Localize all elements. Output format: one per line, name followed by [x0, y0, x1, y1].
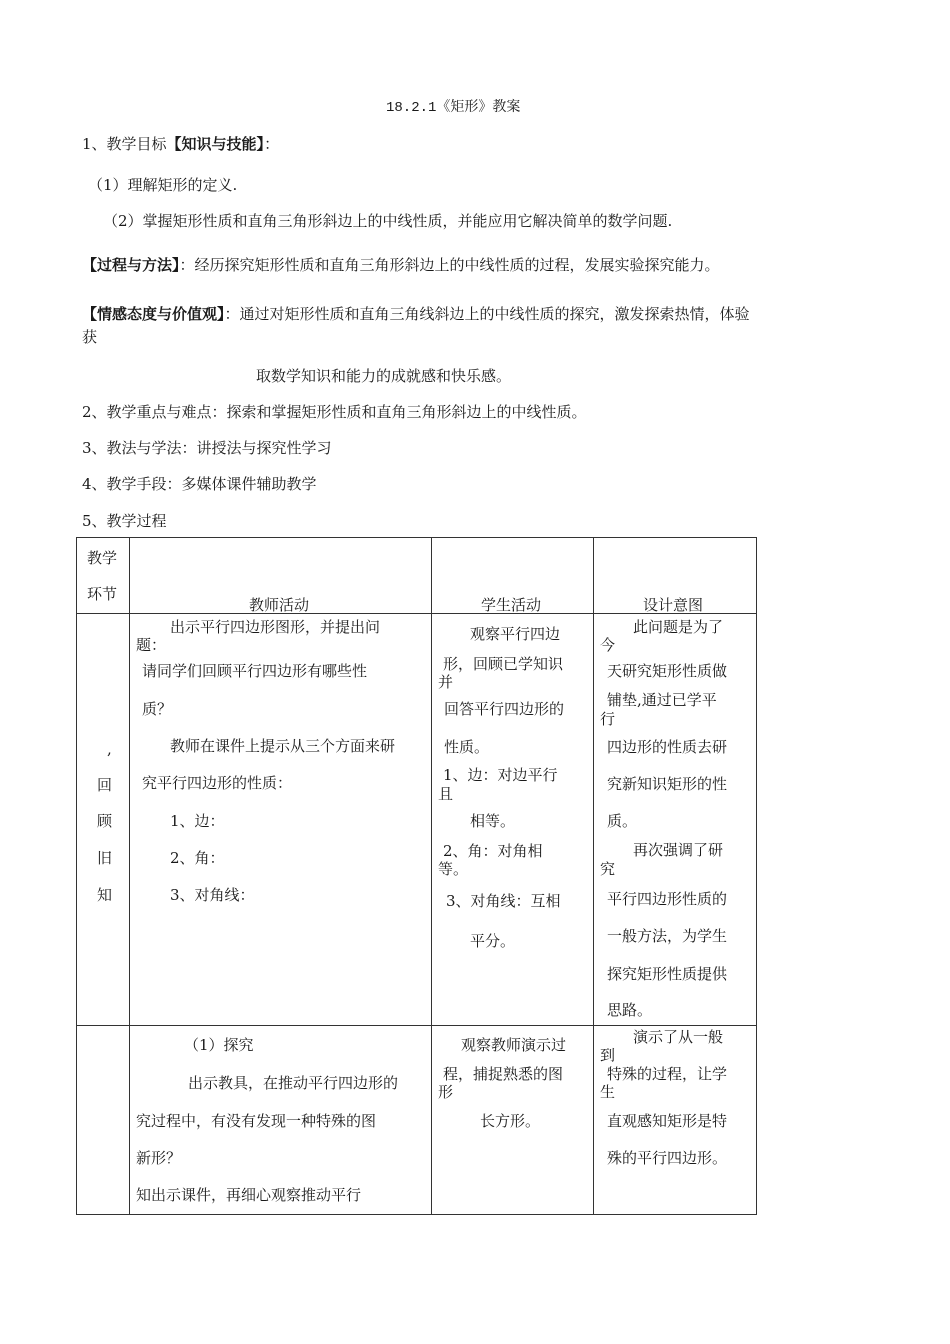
- emotion-values-label: 【情感态度与价值观】: [82, 305, 225, 323]
- row2-student-line: 形: [438, 1083, 454, 1101]
- objective-item-2: （2）掌握矩形性质和直角三角形斜边上的中线性质，并能应用它解决简单的数学问题.: [103, 212, 673, 230]
- row1-design-line: 究: [600, 860, 616, 878]
- row1-design-line: 今: [600, 636, 616, 654]
- row1-design-line: 铺垫,通过已学平: [607, 691, 717, 709]
- knowledge-skill-label: 【知识与技能】: [166, 135, 265, 153]
- section-methods: 3、教法与学法：讲授法与探究性学习: [82, 439, 332, 457]
- row1-design-line: 行: [600, 710, 616, 728]
- objectives-heading-suffix: ：: [264, 135, 280, 153]
- row1-stage-char: 回: [97, 776, 113, 794]
- row1-student-line: 性质。: [444, 738, 490, 756]
- table-border-row1: [76, 1025, 757, 1026]
- row2-student-line: 观察教师演示过: [461, 1036, 567, 1054]
- header-student: 学生活动: [481, 596, 542, 614]
- row1-stage-char: ,: [107, 740, 112, 758]
- table-divider-2: [431, 537, 432, 1215]
- row1-design-line: 再次强调了研: [633, 841, 724, 859]
- row1-design-line: 究新知识矩形的性: [607, 775, 728, 793]
- row1-student-line: 观察平行四边: [470, 625, 561, 643]
- table-border-right: [756, 537, 757, 1215]
- emotion-values: [82, 304, 750, 324]
- row1-teacher-line: 质？: [142, 700, 173, 718]
- row2-design-line: 生: [600, 1083, 616, 1101]
- row2-teacher-line: 新形？: [136, 1149, 182, 1167]
- table-divider-1: [129, 537, 130, 1215]
- emotion-values-cont: 取数学知识和能力的成就感和快乐感。: [256, 367, 512, 385]
- row2-teacher-line: 究过程中，有没有发现一种特殊的图: [136, 1112, 377, 1130]
- objectives-heading-prefix: 1、教学目标: [82, 135, 167, 153]
- process-method-label: 【过程与方法】: [82, 256, 180, 274]
- row1-design-line: 天研究矩形性质做: [607, 662, 728, 680]
- row1-stage-char: 顾: [97, 812, 113, 830]
- header-teacher: 教师活动: [249, 596, 310, 614]
- row1-design-line: 探究矩形性质提供: [607, 965, 728, 983]
- section-means: 4、教学手段：多媒体课件辅助教学: [82, 475, 317, 493]
- row1-teacher-line: 请同学们回顾平行四边形有哪些性: [142, 662, 368, 680]
- table-divider-3: [593, 537, 594, 1215]
- row2-teacher-line: （1）探究: [184, 1036, 254, 1054]
- row2-design-line: 特殊的过程，让学: [607, 1065, 728, 1083]
- row1-design-line: 四边形的性质去研: [607, 738, 728, 756]
- row2-teacher-line: 出示教具，在推动平行四边形的: [188, 1074, 399, 1092]
- row2-student-line: 长方形。: [480, 1112, 541, 1130]
- row1-teacher-line: 1、边：: [170, 812, 225, 830]
- objectives-heading: [82, 134, 279, 154]
- row1-design-line: 思路。: [607, 1001, 653, 1019]
- header-stage-1: 教学: [87, 549, 118, 567]
- table-border-top: [76, 537, 757, 538]
- table-border-bottom: [76, 1214, 757, 1215]
- row1-student-line: 1、边：对边平行: [443, 766, 558, 784]
- row2-design-line: 直观感知矩形是特: [607, 1112, 728, 1130]
- row1-design-line: 一般方法，为学生: [607, 927, 728, 945]
- row1-student-line: 2、角：对角相: [443, 842, 543, 860]
- row1-design-line: 平行四边形性质的: [607, 890, 728, 908]
- row1-student-line: 等。: [438, 860, 469, 878]
- row1-teacher-line: 3、对角线：: [170, 886, 255, 904]
- row1-student-line: 回答平行四边形的: [444, 700, 565, 718]
- row1-teacher-line: 出示平行四边形图形，并提出问: [170, 618, 381, 636]
- emotion-values-text: ：通过对矩形性质和直角三角线斜边上的中线性质的探究，激发探索热情，体验: [224, 305, 750, 323]
- row1-stage-char: 知: [97, 886, 113, 904]
- objective-item-1: （1）理解矩形的定义.: [88, 176, 238, 194]
- process-method-text: ：经历探究矩形性质和直角三角形斜边上的中线性质的过程，发展实验探究能力。: [179, 256, 720, 274]
- row2-student-line: 程，捕捉熟悉的图: [443, 1065, 564, 1083]
- row1-student-line: 相等。: [470, 812, 516, 830]
- table-border-left: [76, 537, 77, 1215]
- page-title: 18.2.1《矩形》教案: [386, 100, 521, 116]
- row1-teacher-line: 题：: [136, 636, 167, 654]
- process-method: [82, 255, 720, 275]
- section-process: 5、教学过程: [82, 512, 167, 530]
- row2-design-line: 演示了从一般: [633, 1028, 724, 1046]
- row1-teacher-line: 教师在课件上提示从三个方面来研: [170, 737, 396, 755]
- row1-teacher-line: 2、角：: [170, 849, 225, 867]
- emotion-values-wrap: 获: [82, 328, 98, 346]
- row2-design-line: 殊的平行四边形。: [607, 1149, 728, 1167]
- row1-design-line: 质。: [607, 812, 638, 830]
- section-key-points: 2、教学重点与难点：探索和掌握矩形性质和直角三角形斜边上的中线性质。: [82, 403, 587, 421]
- row1-design-line: 此问题是为了: [633, 618, 724, 636]
- row1-teacher-line: 究平行四边形的性质：: [142, 774, 293, 792]
- row1-student-line: 形，回顾已学知识: [443, 655, 564, 673]
- row2-design-line: 到: [600, 1046, 616, 1064]
- row1-student-line: 3、对角线：互相: [446, 892, 561, 910]
- header-design: 设计意图: [643, 596, 704, 614]
- row2-teacher-line: 知出示课件，再细心观察推动平行: [136, 1186, 362, 1204]
- row1-stage-char: 旧: [97, 849, 113, 867]
- row1-student-line: 并: [438, 673, 454, 691]
- row1-student-line: 平分。: [470, 932, 516, 950]
- header-stage-2: 环节: [87, 585, 118, 603]
- row1-student-line: 且: [438, 785, 454, 803]
